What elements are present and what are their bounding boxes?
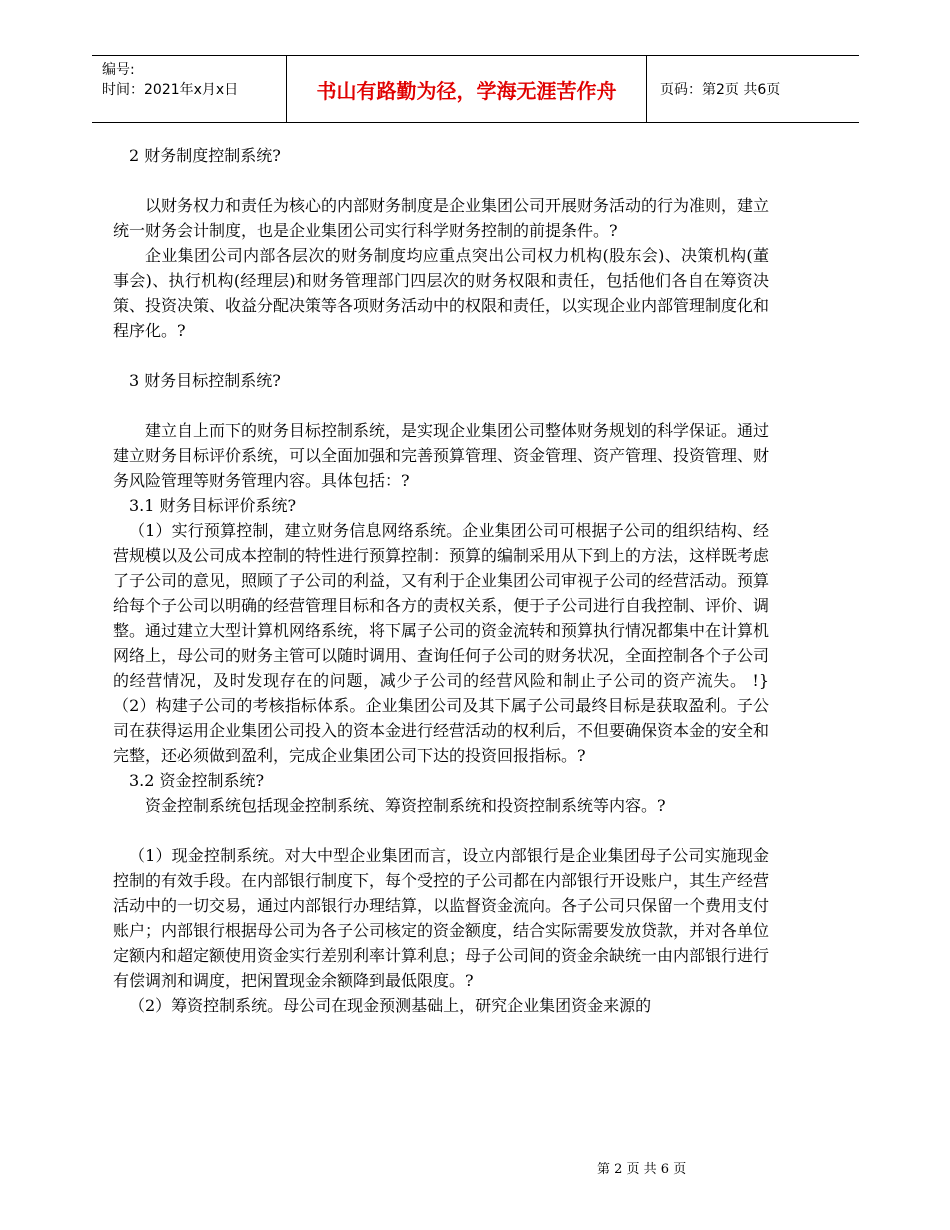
section-3-2-paragraph-1: 资金控制系统包括现金控制系统、筹资控制系统和投资控制系统等内容。?	[145, 796, 666, 815]
section-2-paragraph-2: 企业集团公司内部各层次的财务制度均应重点突出公司权力机构(股东会)、决策机构(董事会)、执行机构(经理层)和财务管理部门四层次的财务权限和责任，包括他们各自在筹资决策、投资决策、收益分配决策等各项财务活动中的权限和责任，以实现企业内部管理制度化和程序化。?	[113, 246, 770, 340]
document-number-label: 编号:	[102, 62, 135, 78]
section-3-paragraph-1: 建立自上而下的财务目标控制系统，是实现企业集团公司整体财务规划的科学保证。通过建立财务目标评价系统，可以全面加强和完善预算管理、资金管理、资产管理、投资管理、财务风险管理等财务管理内容。具体包括：?	[113, 421, 770, 490]
header-page-number: 页码：第2页 共6页	[660, 82, 781, 98]
document-time-label: 时间：2021年x月x日	[102, 82, 239, 98]
section-3-2-heading: 3.2 资金控制系统?	[129, 771, 265, 790]
section-3-1-paragraph-1: （1）实行预算控制，建立财务信息网络系统。企业集团公司可根据子公司的组织结构、经营规模以及公司成本控制的特性进行预算控制：预算的编制采用从下到上的方法，这样既考虑了子公司的意见，照顾了子公司的利益，又有利于企业集团公司审视子公司的经营活动。预算给每个子公司以明确的经营管理目标和各方的责权关系，便于子公司进行自我控制、评价、调整。通过建立大型计算机网络系统，将下属子公司的资金流转和预算执行情况都集中在计算机网络上，母公司的财务主管可以随时调用、查询任何子公司的财务状况，全面控制各个子公司的经营情况，及时发现存在的问题，减少子公司的经营风险和制止子公司的资产流失。 !}（2）构建子公司的考核指标体系。企业集团公司及其下属子公司最终目标是获取盈利。子公司在获得运用企业集团公司投入的资本金进行经营活动的权利后，不但要确保资本金的安全和完整，还必须做到盈利，完成企业集团公司下达的投资回报指标。?	[113, 521, 770, 765]
header-meta	[102, 60, 238, 100]
document-body	[113, 143, 769, 1018]
page-header	[92, 55, 859, 123]
page-footer: 第 2 页 共 6 页	[597, 1162, 687, 1177]
section-3-1-heading: 3.1 财务目标评价系统?	[129, 496, 297, 515]
header-motto: 书山有路勤为径，学海无涯苦作舟	[286, 56, 647, 122]
section-3-2-paragraph-2: （1）现金控制系统。对大中型企业集团而言，设立内部银行是企业集团母子公司实施现金控制的有效手段。在内部银行制度下，每个受控的子公司都在内部银行开设账户，其生产经营活动中的一切交易，通过内部银行办理结算，以监督资金流向。各子公司只保留一个费用支付账户；内部银行根据母公司为各子公司核定的资金额度，结合实际需要发放贷款，并对各单位定额内和超定额使用资金实行差别利率计算利息；母子公司间的资金余缺统一由内部银行进行有偿调剂和调度，把闲置现金余额降到最低限度。?	[113, 846, 770, 990]
section-3-2-paragraph-3: （2）筹资控制系统。母公司在现金预测基础上，研究企业集团资金来源的	[129, 996, 652, 1015]
section-2-heading: 2 财务制度控制系统?	[129, 146, 281, 165]
section-2-paragraph-1: 以财务权力和责任为核心的内部财务制度是企业集团公司开展财务活动的行为准则，建立统一财务会计制度，也是企业集团公司实行科学财务控制的前提条件。?	[113, 196, 770, 240]
section-3-heading: 3 财务目标控制系统?	[129, 371, 281, 390]
